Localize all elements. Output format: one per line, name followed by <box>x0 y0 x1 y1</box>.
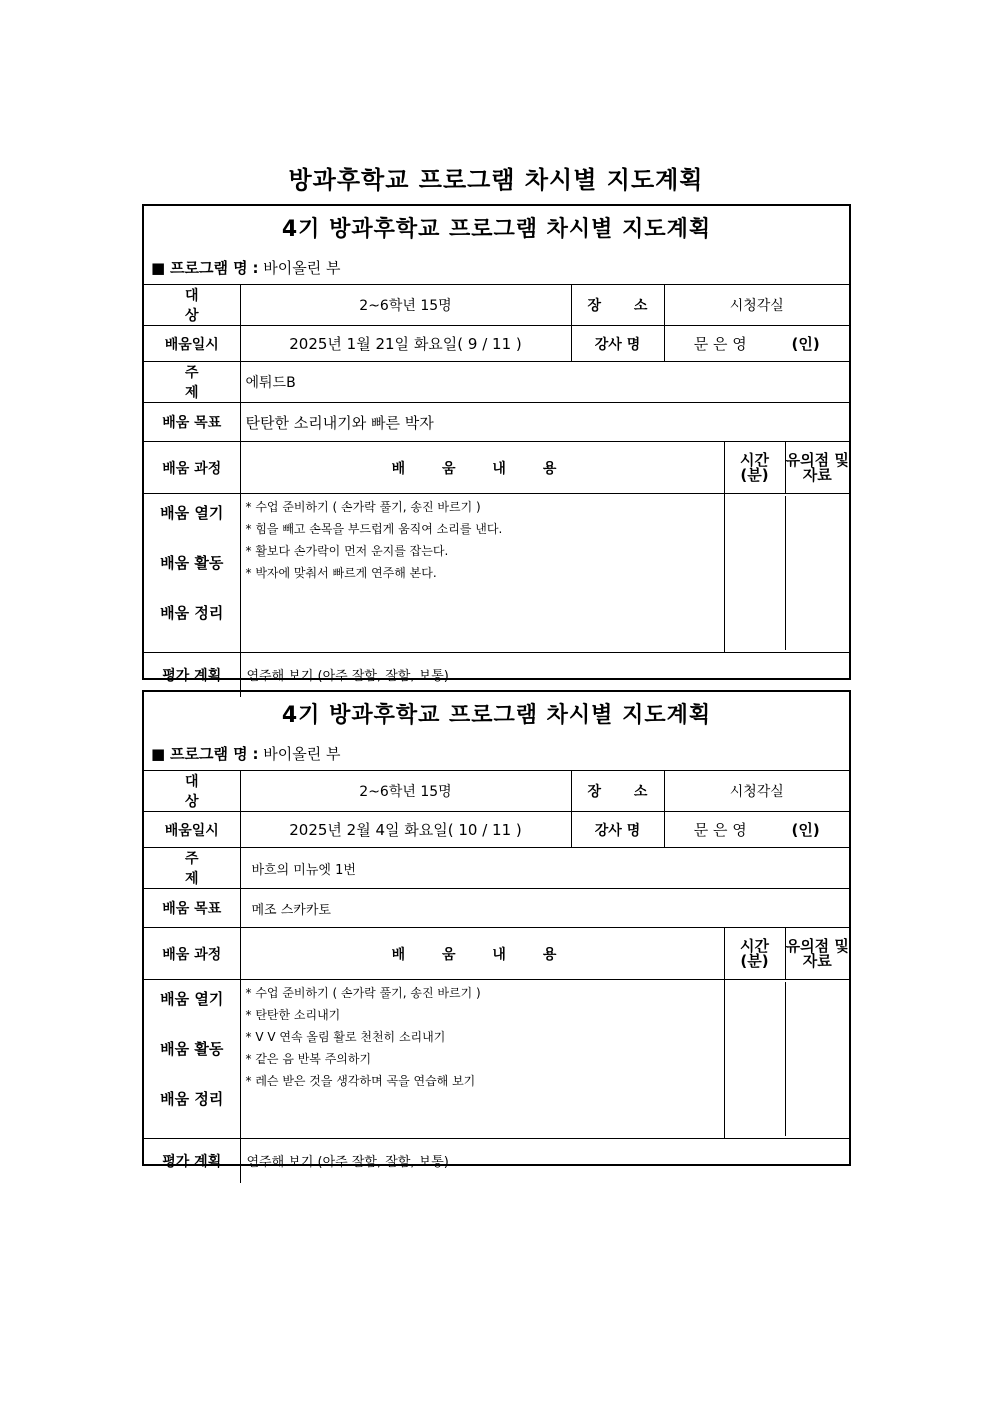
topic-value: 바흐의 미뉴엣 1번 <box>240 848 849 889</box>
notes-header: 유의점 및 자료 <box>785 450 849 484</box>
target-label: 대 상 <box>144 285 240 326</box>
process-steps <box>144 980 240 1139</box>
step-close: 배움 정리 <box>160 604 224 622</box>
teacher-cell <box>664 812 849 848</box>
step-open: 배움 열기 <box>160 990 224 1008</box>
content-cell <box>240 980 724 1139</box>
process-steps <box>144 494 240 653</box>
time-header: 시간 (분) <box>725 442 786 493</box>
plan-header <box>144 692 849 771</box>
evaluation-value: 연주해 보기 (아주 잘함, 잘함, 보통) <box>240 1139 849 1183</box>
teacher-label: 강사 명 <box>571 812 664 848</box>
time-notes-header <box>724 928 849 980</box>
date-value: 2025년 1월 21일 화요일( 9 / 11 ) <box>240 326 571 362</box>
evaluation-label: 평가 계획 <box>144 653 240 697</box>
plan-table <box>144 771 849 1183</box>
topic-value: 에튀드B <box>240 362 849 403</box>
time-notes-body <box>724 980 849 1139</box>
evaluation-value: 연주해 보기 (아주 잘함, 잘함, 보통) <box>240 653 849 697</box>
date-label: 배움일시 <box>144 812 240 848</box>
date-label: 배움일시 <box>144 326 240 362</box>
target-value: 2~6학년 15명 <box>240 771 571 812</box>
page-title: 방과후학교 프로그램 차시별 지도계획 <box>288 166 704 194</box>
place-label: 장 소 <box>571 285 664 326</box>
seal-mark: (인) <box>791 821 820 839</box>
program-name-label: 프로그램 명 <box>169 259 248 277</box>
plan-header <box>144 206 849 285</box>
goal-value: 탄탄한 소리내기와 빠른 박자 <box>240 403 849 442</box>
content-cell <box>240 494 724 653</box>
time-notes-header <box>724 442 849 494</box>
content-line: * 활보다 손가락이 먼저 운지를 잡는다. <box>245 544 449 558</box>
program-name-value: 바이올린 부 <box>263 259 341 277</box>
lesson-plan-1 <box>142 204 851 685</box>
place-value: 시청각실 <box>664 771 849 812</box>
content-line: * 수업 준비하기 ( 손가락 풀기, 송진 바르기 ) <box>245 500 481 514</box>
teacher-value: 문 은 영 <box>693 821 747 839</box>
target-label: 대 상 <box>144 771 240 812</box>
time-cell <box>725 982 786 1136</box>
target-value: 2~6학년 15명 <box>240 285 571 326</box>
evaluation-label: 평가 계획 <box>144 1139 240 1183</box>
content-line: * 힘을 빼고 손목을 부드럽게 움직여 소리를 낸다. <box>245 522 503 536</box>
place-value: 시청각실 <box>664 285 849 326</box>
teacher-label: 강사 명 <box>571 326 664 362</box>
square-bullet-icon: ■ <box>151 745 166 763</box>
program-name-line: ■ 프로그램 명 : 바이올린 부 <box>151 259 341 277</box>
plan-title: 4기 방과후학교 프로그램 차시별 지도계획 <box>281 703 712 728</box>
place-label: 장 소 <box>571 771 664 812</box>
step-activity: 배움 활동 <box>160 1040 224 1058</box>
time-notes-body <box>724 494 849 653</box>
teacher-cell <box>664 326 849 362</box>
content-line: * 수업 준비하기 ( 손가락 풀기, 송진 바르기 ) <box>245 986 481 1000</box>
content-line: * 같은 음 반복 주의하기 <box>245 1052 372 1066</box>
notes-cell <box>786 982 850 1136</box>
content-header: 배 움 내 용 <box>240 928 724 980</box>
content-line: * 박자에 맞춰서 빠르게 연주해 본다. <box>245 566 437 580</box>
program-name-value: 바이올린 부 <box>263 745 341 763</box>
program-name-label: 프로그램 명 <box>169 745 248 763</box>
topic-label: 주 제 <box>144 362 240 403</box>
process-label: 배움 과정 <box>144 928 240 980</box>
topic-label: 주 제 <box>144 848 240 889</box>
notes-cell <box>786 496 850 650</box>
content-header: 배 움 내 용 <box>240 442 724 494</box>
time-header: 시간 (분) <box>725 928 786 979</box>
square-bullet-icon: ■ <box>151 259 166 277</box>
plan-table <box>144 285 849 697</box>
seal-mark: (인) <box>791 335 820 353</box>
goal-value: 메조 스카카토 <box>240 889 849 928</box>
goal-label: 배움 목표 <box>144 403 240 442</box>
plan-title: 4기 방과후학교 프로그램 차시별 지도계획 <box>281 217 712 242</box>
step-open: 배움 열기 <box>160 504 224 522</box>
program-name-line: ■ 프로그램 명 : 바이올린 부 <box>151 745 341 763</box>
step-close: 배움 정리 <box>160 1090 224 1108</box>
content-line: * 레슨 받은 것을 생각하며 곡을 연습해 보기 <box>245 1074 476 1088</box>
time-cell <box>725 496 786 650</box>
date-value: 2025년 2월 4일 화요일( 10 / 11 ) <box>240 812 571 848</box>
lesson-plan-2 <box>142 690 851 1171</box>
notes-header: 유의점 및 자료 <box>785 936 849 970</box>
teacher-value: 문 은 영 <box>693 335 747 353</box>
process-label: 배움 과정 <box>144 442 240 494</box>
content-line: * V V 연속 올림 활로 천천히 소리내기 <box>245 1030 446 1044</box>
content-line: * 탄탄한 소리내기 <box>245 1008 341 1022</box>
step-activity: 배움 활동 <box>160 554 224 572</box>
goal-label: 배움 목표 <box>144 889 240 928</box>
